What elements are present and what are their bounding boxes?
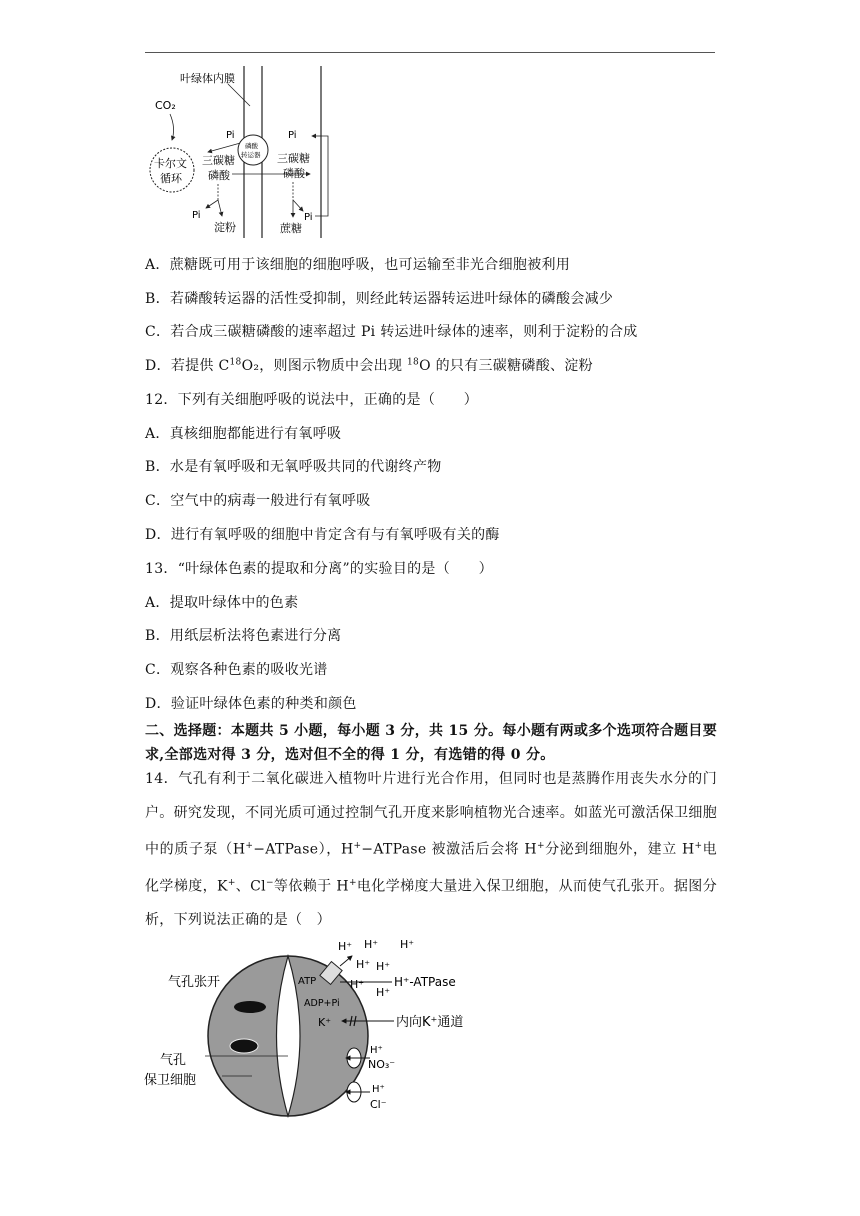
h-ion-9: H⁺ [372,1084,385,1095]
pi-label-1: Pi [226,130,235,141]
chloroplast-1 [234,1001,266,1013]
stoma-label: 气孔 [160,1053,187,1068]
q12-option-c: C．空气中的病毒一般进行有氧呼吸 [145,493,371,509]
chloroplast-2 [230,1039,258,1053]
calvin-cycle-circle [150,148,194,192]
h-out-arrow [340,956,352,966]
atpase-label: H⁺-ATPase [394,975,456,989]
q13-option-d: D．验证叶绿体色素的种类和颜色 [145,696,357,712]
q14-s7: 等依赖于 H [273,878,349,895]
q12-stem: 12．下列有关细胞呼吸的说法中，正确的是（ ） [145,392,479,408]
sucrose-label: 蔗糖 [280,222,302,235]
h-ion-6: H⁺ [350,978,365,991]
pi-release-arrow-1 [206,200,218,208]
q11-d-sup1: 18 [229,357,242,368]
h-ion-4: H⁺ [356,958,371,971]
triose-label-2: 磷酸 [208,169,230,182]
q14-sup: + [694,841,703,851]
starch-label: 淀粉 [214,221,236,234]
pi-label-3: Pi [192,210,201,221]
guard-cell-label: 保卫细胞 [144,1073,197,1088]
section-2-heading: 二、选择题：本题共 5 小题，每小题 3 分，共 15 分。每小题有两或多个选项符合题目要求,全部选对得 3 分，选对但不全的得 1 分，有选错的得 0 分。 [145,723,717,763]
label-pointer [228,84,250,106]
q14-sup: + [353,841,362,851]
q13-option-a: A．提取叶绿体中的色素 [145,595,299,611]
guard-cell-diagram [140,932,490,1128]
q11-option-c: C．若合成三碳糖磷酸的速率超过 Pi 转运进叶绿体的速率，则利于淀粉的合成 [145,324,638,340]
q11-option-a: A．蔗糖既可用于该细胞的细胞呼吸，也可运输至非光合细胞被利用 [145,257,571,273]
pi-label-4: Pi [304,212,313,223]
k-channel-label: 内向K⁺通道 [396,1015,464,1030]
q11-d-sup2: 18 [407,357,420,368]
q13-option-b: B．用纸层析法将色素进行分离 [145,628,342,644]
inner-membrane-label: 叶绿体内膜 [180,72,235,85]
q14-s3: −ATPase 被激活后会将 H [361,841,537,858]
q11-option-d [145,355,593,375]
phosphate-transporter [238,135,268,165]
q14-s5: 电化学梯度，K [145,841,717,895]
chloroplast-phosphate-transporter-diagram [140,66,340,238]
q14-sup: + [348,878,357,889]
q14-sup: + [227,878,236,889]
transporter-label-1: 磷酸 [245,142,258,150]
q11-d-mid: O₂，则图示物质中会出现 [241,358,408,374]
h-ion-1: H⁺ [338,940,353,953]
q14-s4: 分泌到细胞外，建立 H [544,841,695,858]
q12-option-a: A．真核细胞都能进行有氧呼吸 [145,426,342,442]
chloride-label: Cl⁻ [370,1098,387,1111]
q14-s8: 电化学梯度大量进入保卫细胞，从而使气孔张开。据图分析，下列说法正确的是（ ） [145,878,718,929]
q14-sup: − [265,878,274,889]
nitrate-label: NO₃⁻ [368,1058,396,1071]
pi-release-arrow-2 [293,200,303,211]
triose-label-4: 磷酸 [283,167,305,180]
q14-stem [145,763,717,938]
starch-arrow [218,200,222,216]
q12-option-b: B．水是有氧呼吸和无氧呼吸共同的代谢终产物 [145,459,442,475]
co2-label: CO₂ [155,99,176,112]
h-ion-7: H⁺ [376,986,391,999]
q14-sup: + [245,841,254,851]
q13-stem: 13．“叶绿体色素的提取和分离”的实验目的是（ ） [145,561,493,577]
stoma-open-label: 气孔张开 [168,975,221,990]
q14-s2: −ATPase），H [253,841,354,858]
co2-arrow [170,114,174,140]
atp-label: ATP [298,976,317,987]
q14-sup: + [536,841,545,851]
top-rule [145,52,715,53]
calvin-label-1: 卡尔文 [154,157,187,170]
q12-option-d: D．进行有氧呼吸的细胞中肯定含有与有氧呼吸有关的酶 [145,527,500,543]
q11-d-suffix: O 的只有三碳糖磷酸、淀粉 [419,358,593,374]
q13-option-c: C．观察各种色素的吸收光谱 [145,662,328,678]
triose-label-1: 三碳糖 [202,154,235,167]
h-ion-5: H⁺ [376,960,391,973]
triose-label-3: 三碳糖 [277,152,310,165]
q11-option-b: B．若磷酸转运器的活性受抑制，则经此转运器转运进叶绿体的磷酸会减少 [145,291,614,307]
h-ion-8: H⁺ [370,1045,383,1056]
pi-label-2: Pi [288,130,297,141]
h-ion-3: H⁺ [400,938,415,951]
k-ion-label: K⁺ [318,1016,332,1029]
adp-pi-label: ADP+Pi [304,998,340,1009]
q14-s6: 、Cl [235,878,266,895]
q11-d-prefix: D．若提供 C [145,358,230,374]
calvin-label-2: 循环 [160,172,182,185]
h-ion-2: H⁺ [364,938,379,951]
transporter-label-2: 转运器 [241,151,261,159]
q14-s1: 14．气孔有利于二氧化碳进入植物叶片进行光合作用，但同时也是蒸腾作用丧失水分的门户。研究发现，不同光质可通过控制气孔开度来影响植物光合速率。如蓝光可激活保卫细胞中的质子泵（H [145,771,717,858]
